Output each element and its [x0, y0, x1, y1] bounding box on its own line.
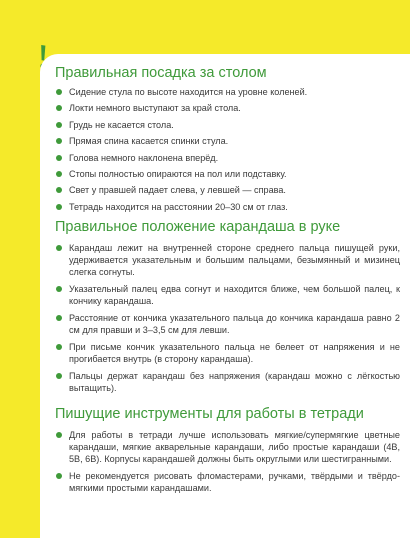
bullet-list	[55, 86, 400, 213]
list-item: Голова немного наклонена вперёд.	[55, 152, 400, 164]
list-item: Стопы полностью опираются на пол или подставку.	[55, 168, 400, 180]
list-item: Свет у правшей падает слева, у левшей — справа.	[55, 184, 400, 196]
section-title: Пишущие инструменты для работы в тетради	[55, 406, 364, 422]
bullet-list	[55, 429, 400, 494]
section-pencil-grip	[55, 218, 400, 399]
list-item: Тетрадь находится на расстоянии 20–30 см от глаз.	[55, 201, 400, 213]
bullet-list	[55, 242, 400, 394]
content-card	[40, 54, 410, 538]
list-item: Для работы в тетради лучше использовать мягкие/супермягкие цветные карандаши, мягкие акварельные карандаши, либо простые карандаши (4B, 5B, 6B). Корпусы карандашей должны быть округлыми или шестигранными.	[55, 429, 400, 465]
list-item: Прямая спина касается спинки стула.	[55, 135, 400, 147]
list-item: При письме кончик указательного пальца не белеет от напряжения и не прогибается внутрь (в сторону карандаша).	[55, 341, 400, 365]
section-title: Правильное положение карандаша в руке	[55, 219, 341, 235]
list-item: Локти немного выступают за край стола.	[55, 102, 400, 114]
list-item: Расстояние от кончика указательного пальца до кончика карандаша равно 2 см для правши и 3–3,5 см для левши.	[55, 312, 400, 336]
list-item: Грудь не касается стола.	[55, 119, 400, 131]
section-posture	[55, 64, 400, 217]
section-writing-tools	[55, 405, 400, 499]
list-item: Сидение стула по высоте находится на уровне коленей.	[55, 86, 400, 98]
list-item: Карандаш лежит на внутренней стороне среднего пальца пишущей руки, удерживается указательным и большим пальцами, безымянный и мизинец слегка согнуты.	[55, 242, 400, 278]
list-item: Указательный палец едва согнут и находится ближе, чем большой палец, к кончику карандаша.	[55, 283, 400, 307]
list-item: Пальцы держат карандаш без напряжения (карандаш можно с лёгкостью вытащить).	[55, 370, 400, 394]
list-item: Не рекомендуется рисовать фломастерами, ручками, твёрдыми и твёрдо-мягкими простыми карандашами.	[55, 470, 400, 494]
section-title: Правильная посадка за столом	[55, 65, 267, 81]
